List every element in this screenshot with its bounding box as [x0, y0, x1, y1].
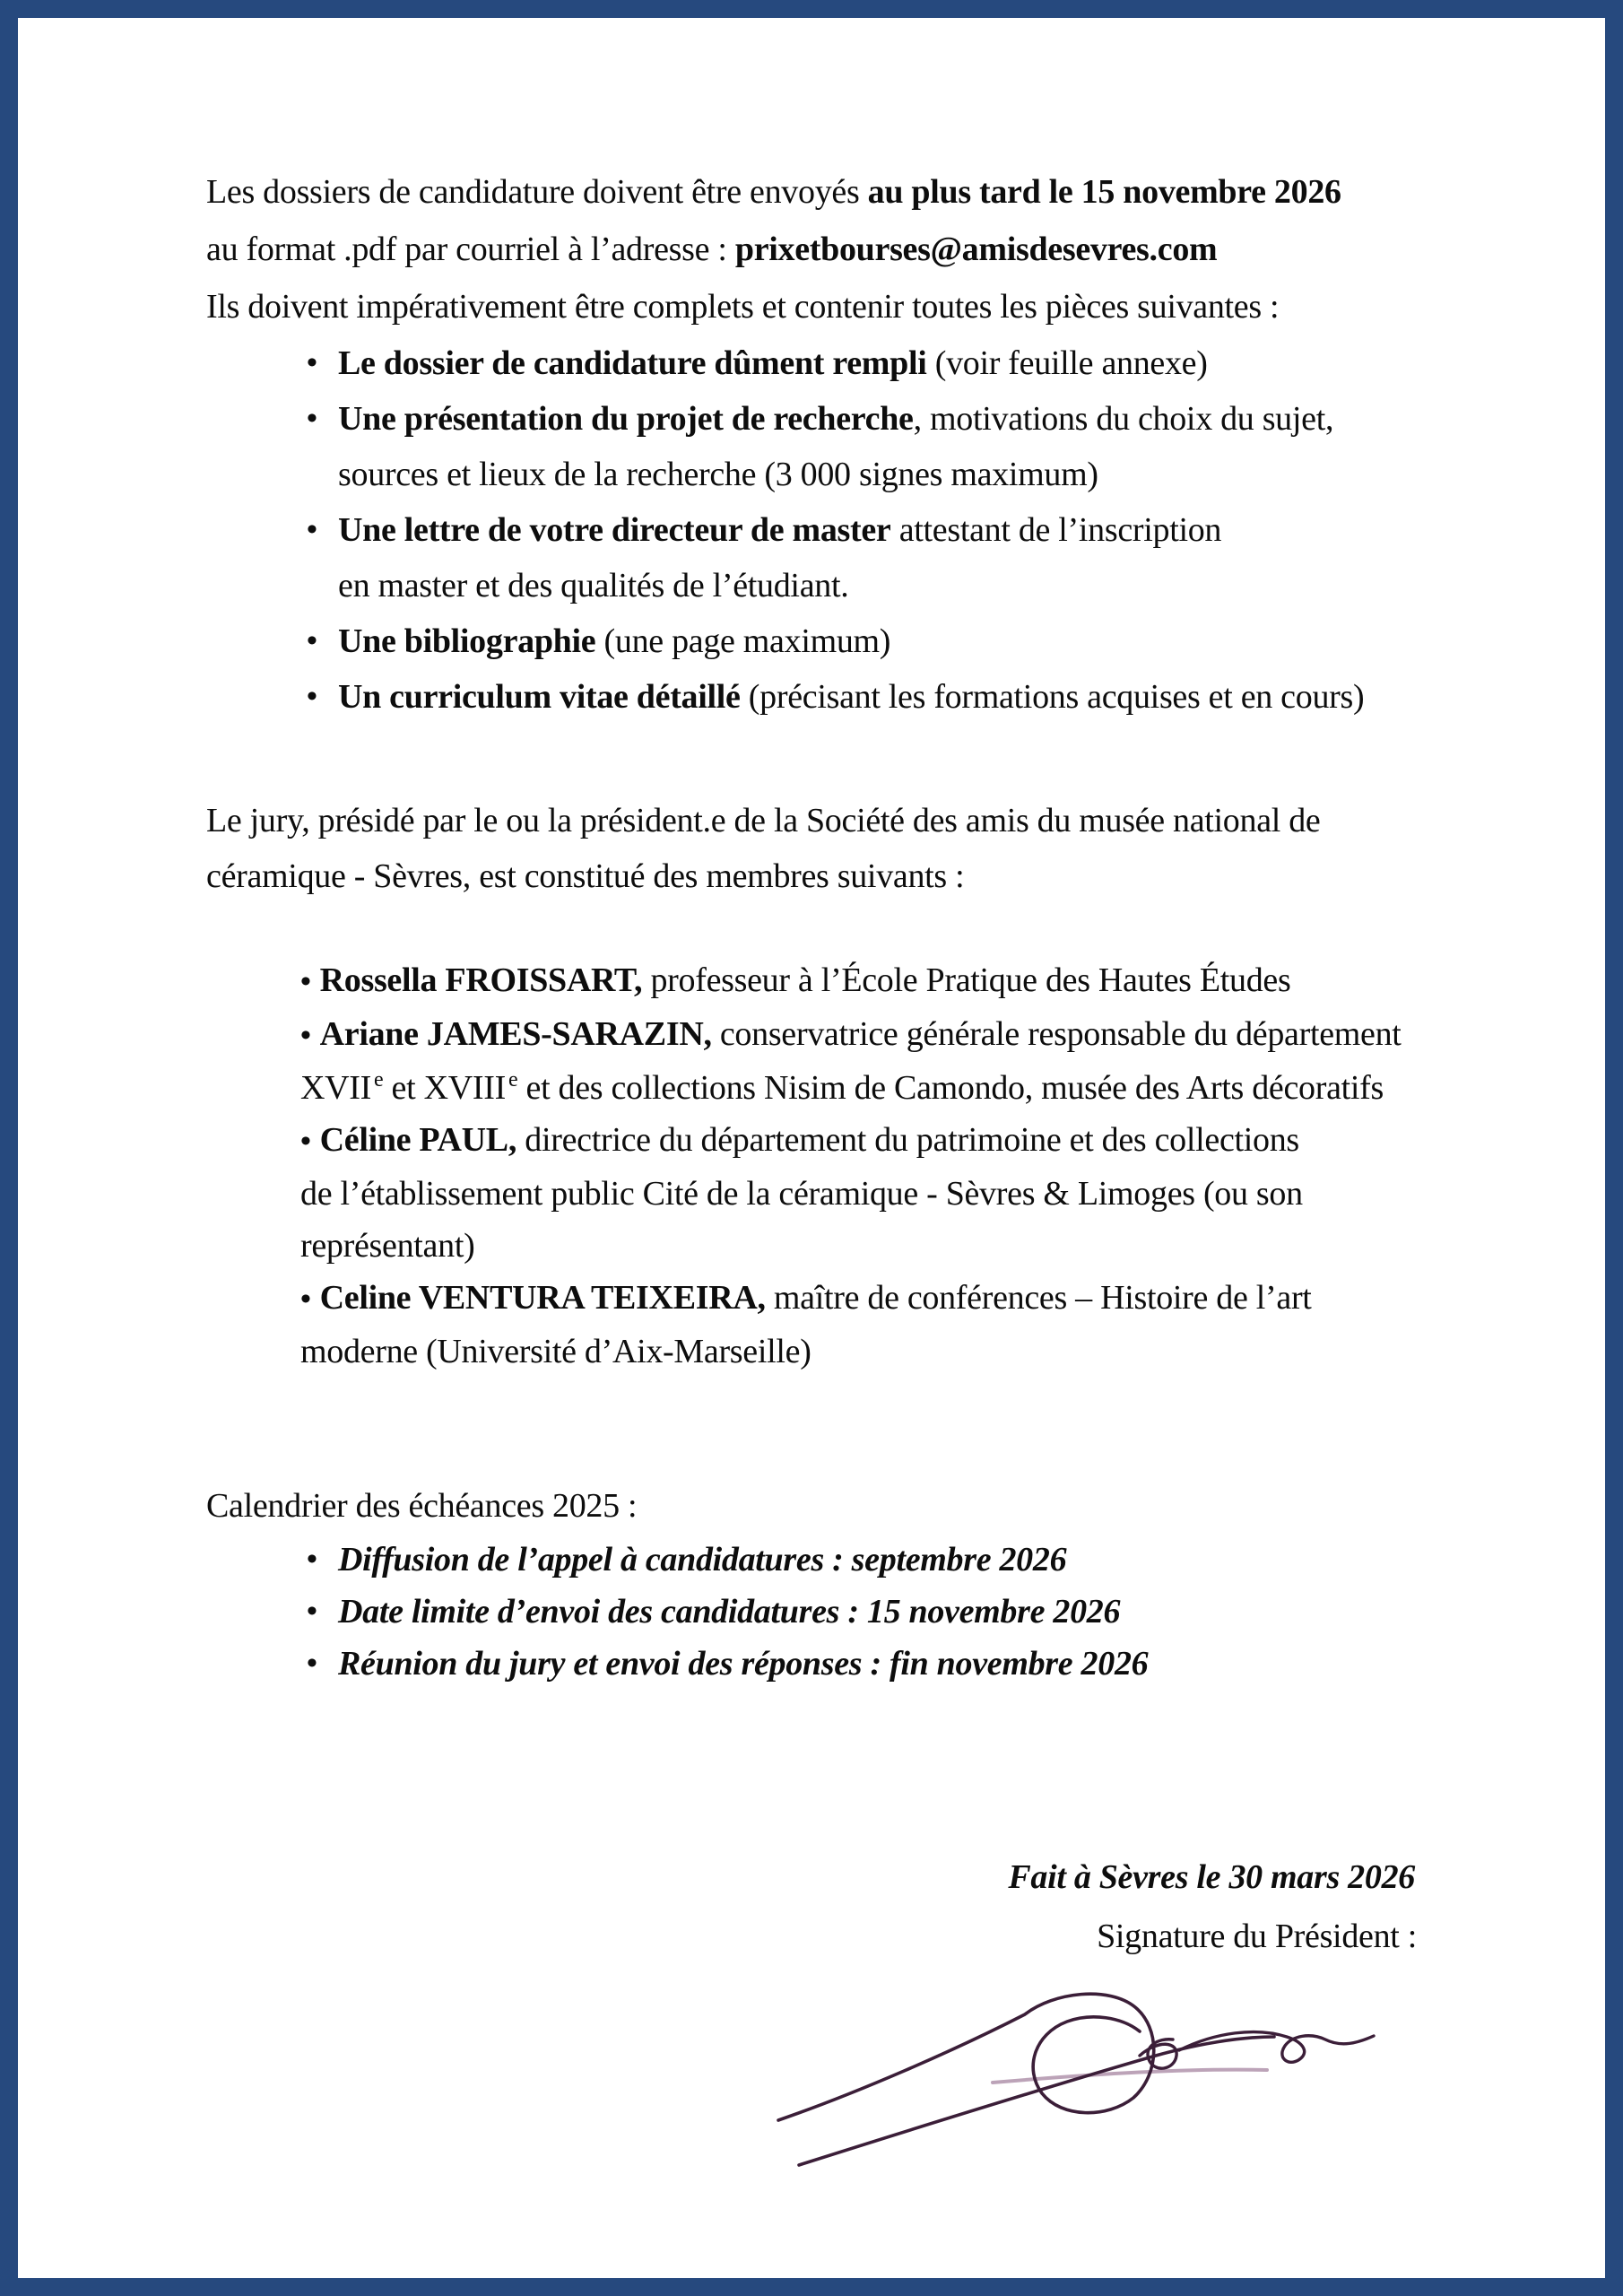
- bullet-icon: •: [307, 1595, 317, 1628]
- member-role-line2: et des collections Nisim de Camondo, musée des Arts décoratifs: [517, 1069, 1384, 1107]
- calendar-item-text: Date limite d’envoi des candidatures : 15 novembre 2026: [338, 1593, 1121, 1631]
- requirement-line2: en master et des qualités de l’étudiant.: [338, 567, 849, 604]
- bullet-icon: •: [307, 1647, 317, 1680]
- member-role-line2: moderne (Université d’Aix-Marseille): [300, 1333, 812, 1370]
- calendar-item-diffusion: [206, 1534, 1426, 1586]
- bullet-icon: •: [307, 513, 317, 546]
- deadline-text: au plus tard le 15 novembre 2026: [867, 173, 1341, 211]
- jury-member-froissart: [300, 954, 1426, 1008]
- calendar-item-text: Réunion du jury et envoi des réponses : fin novembre 2026: [338, 1645, 1149, 1683]
- jury-members-list: [300, 954, 1426, 1378]
- requirement-bold: Une présentation du projet de recherche: [338, 400, 914, 438]
- president-signature-icon: [758, 1987, 1385, 2176]
- member-name: Ariane JAMES-SARAZIN,: [319, 1015, 712, 1053]
- member-name: Rossella FROISSART,: [319, 961, 643, 999]
- calendar-list: [206, 1534, 1426, 1690]
- requirement-rest: attestant de l’inscription: [890, 511, 1222, 549]
- signature-stroke-lower-line: [799, 2037, 1274, 2165]
- member-role: maître de conférences – Histoire de l’art: [765, 1279, 1312, 1317]
- requirement-rest: (précisant les formations acquises et en cours): [740, 678, 1365, 716]
- requirement-line2: sources et lieux de la recherche (3 000 signes maximum): [338, 456, 1098, 493]
- bullet-icon: •: [300, 1019, 311, 1052]
- jury-member-paul: [300, 1114, 1426, 1272]
- bullet-icon: •: [300, 965, 311, 998]
- signature-stroke-right-flourish: [1179, 2032, 1374, 2063]
- signature-label: Signature du Président :: [1097, 1918, 1417, 1955]
- requirement-rest: (voir feuille annexe): [926, 344, 1208, 382]
- intro-line3-text: Ils doivent impérativement être complets et contenir toutes les pièces suivantes :: [206, 288, 1280, 326]
- requirement-item-dossier: [206, 335, 1426, 391]
- signature-block: [206, 1987, 1426, 2185]
- letter-content: [18, 18, 1605, 2185]
- requirement-item-lettre: [206, 502, 1426, 613]
- requirement-rest: , motivations du choix du sujet,: [913, 400, 1334, 438]
- member-name: Celine VENTURA TEIXEIRA,: [319, 1279, 766, 1317]
- calendar-item-date-limite: [206, 1586, 1426, 1638]
- jury-member-ventura-teixeira: [300, 1272, 1426, 1378]
- requirement-item-cv: [206, 669, 1426, 725]
- jury-member-james-sarazin: [300, 1008, 1426, 1114]
- member-name: Céline PAUL,: [319, 1121, 517, 1159]
- bullet-icon: •: [307, 1543, 317, 1576]
- jury-intro-paragraph: [206, 793, 1426, 904]
- requirement-bold: Le dossier de candidature dûment rempli: [338, 344, 927, 382]
- member-role: directrice du département du patrimoine et des collections: [516, 1121, 1299, 1159]
- jury-intro-line2: céramique - Sèvres, est constitué des membres suivants :: [206, 857, 965, 895]
- intro-line2-text: au format .pdf par courriel à l’adresse :: [206, 230, 735, 268]
- bullet-icon: •: [300, 1125, 311, 1158]
- requirement-item-presentation: [206, 391, 1426, 502]
- member-role: conservatrice générale responsable du département: [711, 1015, 1402, 1053]
- member-role-line2: XVII: [300, 1069, 371, 1107]
- requirement-rest: (une page maximum): [595, 622, 891, 660]
- bullet-icon: •: [307, 346, 317, 379]
- signature-stroke-upper-line: [778, 1994, 1154, 2120]
- requirement-bold: Une lettre de votre directeur de master: [338, 511, 891, 549]
- century-superscript: e: [508, 1068, 518, 1092]
- bullet-icon: •: [307, 402, 317, 435]
- member-role-line2: de l’établissement public Cité de la céramique - Sèvres & Limoges (ou son: [300, 1175, 1303, 1213]
- intro-line1-text: Les dossiers de candidature doivent être envoyés: [206, 173, 868, 211]
- jury-intro-line1: Le jury, présidé par le ou la président.e de la Société des amis du musée national de: [206, 802, 1321, 839]
- calendar-item-reunion: [206, 1638, 1426, 1690]
- requirement-bold: Une bibliographie: [338, 622, 596, 660]
- member-role: professeur à l’École Pratique des Hautes Études: [642, 961, 1291, 999]
- bullet-icon: •: [307, 680, 317, 713]
- place-date-line: Fait à Sèvres le 30 mars 2026: [1008, 1858, 1415, 1896]
- century-superscript: e: [374, 1068, 384, 1092]
- requirement-item-bibliographie: [206, 613, 1426, 669]
- requirement-bold: Un curriculum vitae détaillé: [338, 678, 741, 716]
- bullet-icon: •: [300, 1283, 311, 1316]
- member-role-line3: représentant): [300, 1227, 475, 1265]
- calendar-title: Calendrier des échéances 2025 :: [206, 1487, 638, 1525]
- email-address: prixetbourses@amisdesevres.com: [734, 230, 1218, 268]
- bullet-icon: •: [307, 624, 317, 657]
- requirements-list: [206, 335, 1426, 725]
- member-role-line2: et XVIII: [383, 1069, 506, 1107]
- calendar-item-text: Diffusion de l’appel à candidatures : septembre 2026: [338, 1541, 1067, 1578]
- intro-paragraph: [206, 163, 1426, 335]
